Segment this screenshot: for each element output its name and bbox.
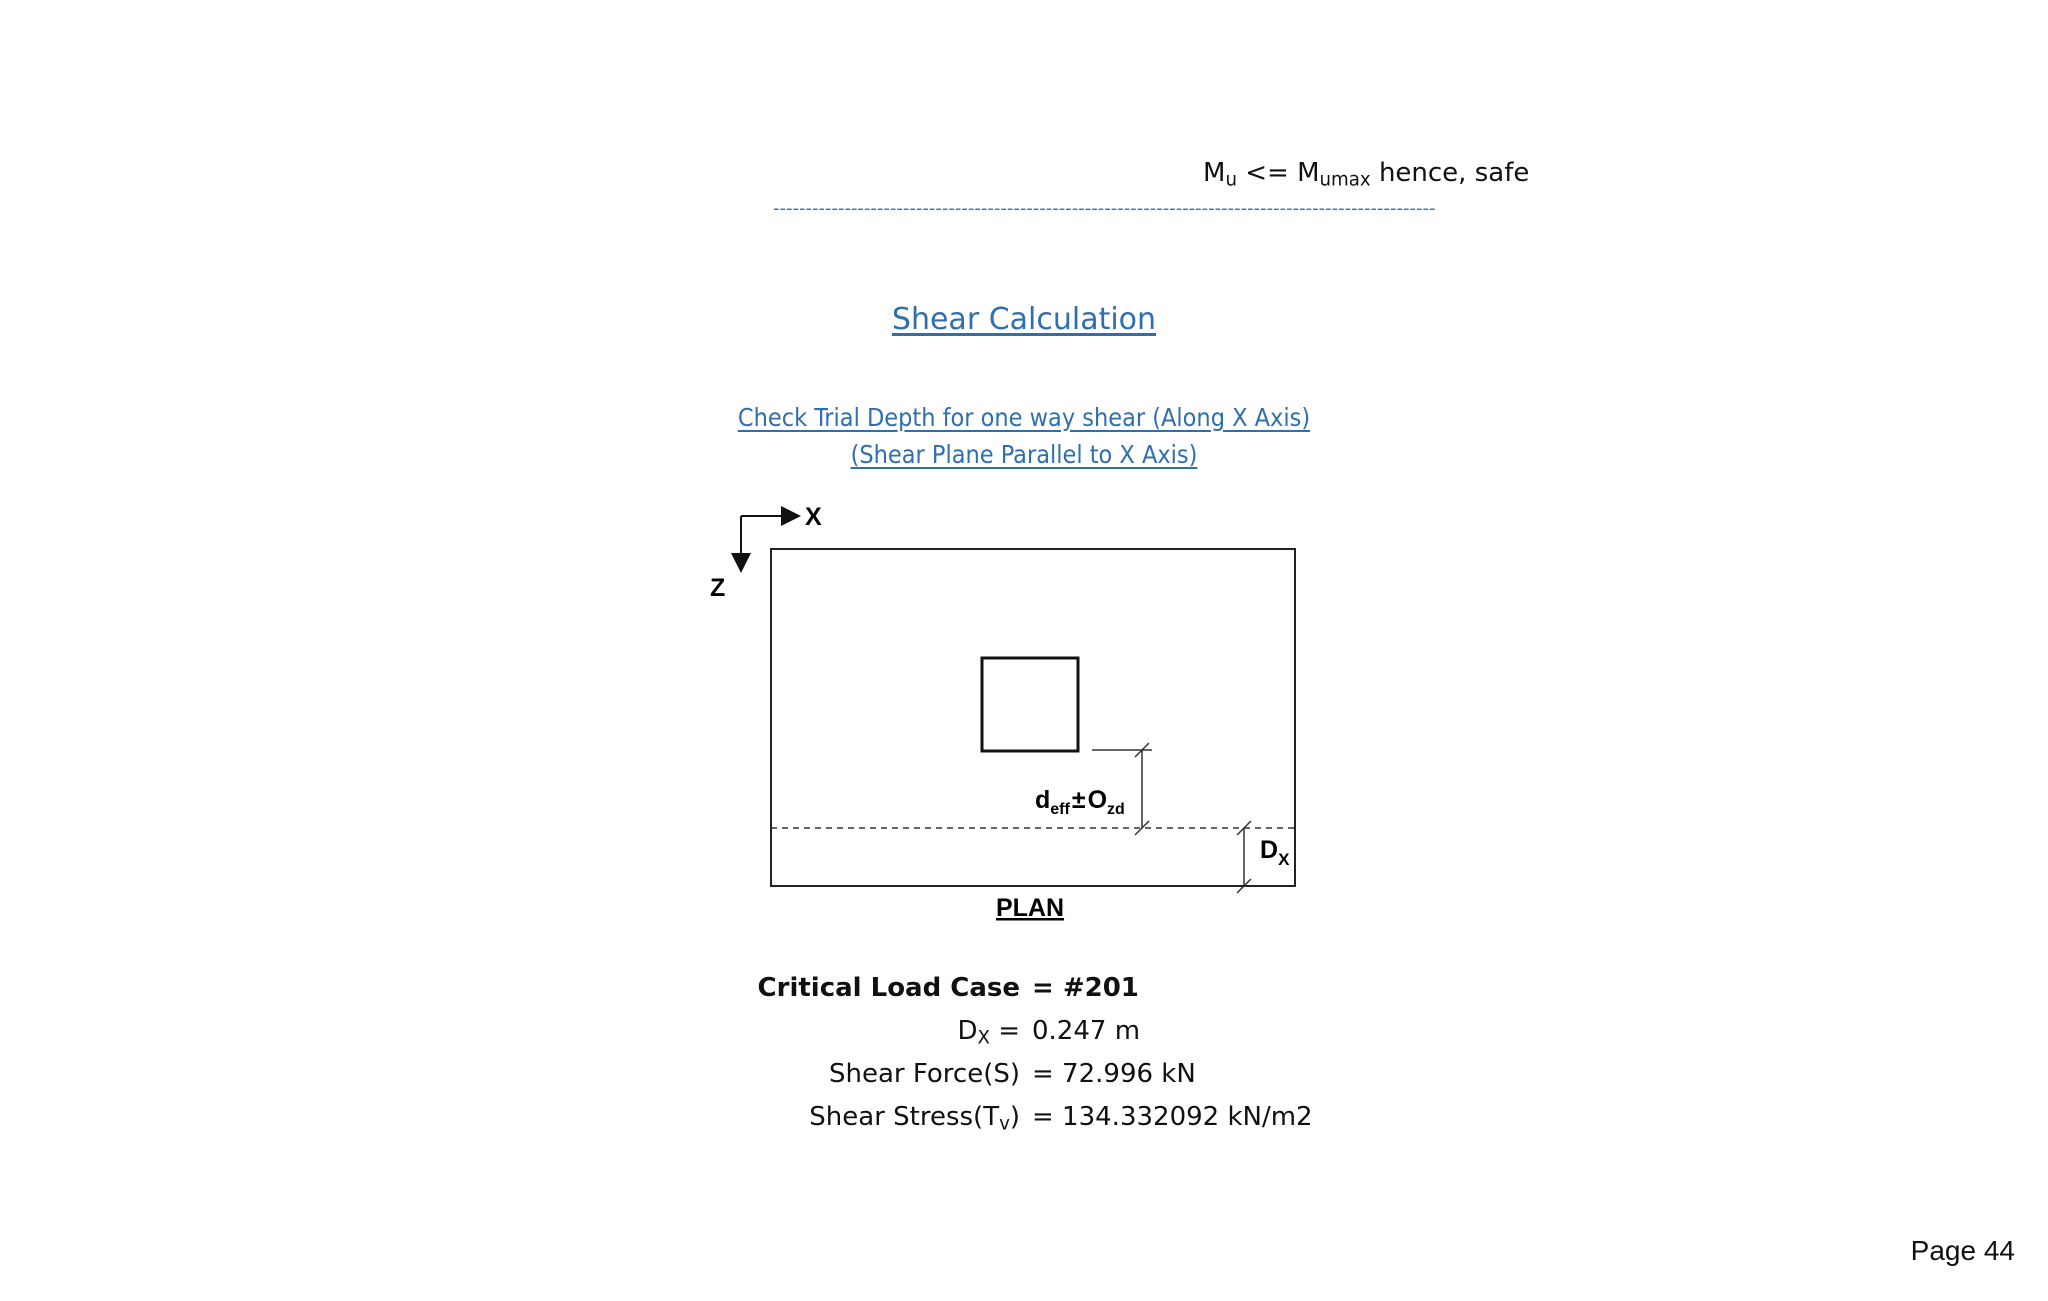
section-separator: ------------------------------------------------------------------------------------------------------ (773, 198, 1436, 219)
shear-stress-subscript: v (999, 1113, 1010, 1135)
section-title (0, 302, 2048, 337)
z-axis-label: Z (710, 574, 726, 602)
dx-row-subscript: X (977, 1027, 990, 1049)
ozd-subscript: zd (1107, 801, 1125, 818)
shear-force-value: = 72.996 kN (1032, 1059, 1196, 1089)
section-subtitle-1 (0, 403, 2048, 432)
section-subtitle-2 (0, 440, 2048, 469)
shear-stress-value: = 134.332092 kN/m2 (1032, 1102, 1313, 1132)
mu-subscript: u (1225, 169, 1237, 191)
shear-stress-text: Shear Stress(T (809, 1102, 1000, 1132)
shear-plane-heading: (Shear Plane Parallel to X Axis) (850, 440, 1198, 469)
shear-stress-label (720, 1102, 1020, 1135)
comparison-operator: <= (1245, 158, 1289, 188)
dx-dimension (1237, 821, 1290, 893)
dx-row-label (720, 1016, 1020, 1049)
critical-load-case-value: = #201 (1032, 973, 1139, 1003)
plan-label: PLAN (995, 894, 1065, 922)
deff-dimension (1035, 743, 1152, 835)
page-number: Page 44 (1910, 1235, 2015, 1266)
shear-force-label: Shear Force(S) (828, 1059, 1020, 1089)
footing-outline (771, 549, 1295, 886)
dx-row-symbol: D (957, 1016, 978, 1046)
deff-subscript: eff (1050, 801, 1070, 818)
mumax-symbol: M (1297, 158, 1320, 188)
column-outline (982, 658, 1078, 751)
svg-text:DX (1260, 836, 1290, 869)
dx-subscript: X (1278, 850, 1290, 869)
one-way-shear-heading: Check Trial Depth for one way shear (Along X Axis) (737, 403, 1311, 432)
svg-text:deff±Ozd (1035, 786, 1125, 818)
moment-check-result: hence, safe (1378, 158, 1530, 188)
plus-minus-symbol: ± (1071, 786, 1086, 814)
moment-check-text (1203, 158, 1529, 191)
shear-calculation-heading: Shear Calculation (891, 302, 1157, 337)
mumax-subscript: umax (1319, 169, 1371, 191)
dx-symbol: D (1260, 836, 1279, 864)
shear-stress-close: ) (1009, 1102, 1020, 1132)
x-axis-label: X (805, 503, 822, 531)
axis-indicator (710, 503, 822, 602)
dx-row-value: 0.247 m (1032, 1016, 1141, 1046)
critical-load-case-label: Critical Load Case (757, 973, 1020, 1003)
deff-symbol: d (1035, 786, 1051, 814)
mu-symbol: M (1203, 158, 1226, 188)
plan-diagram (690, 495, 1330, 935)
ozd-symbol: O (1087, 786, 1108, 814)
dx-row-equals: = (998, 1016, 1020, 1046)
